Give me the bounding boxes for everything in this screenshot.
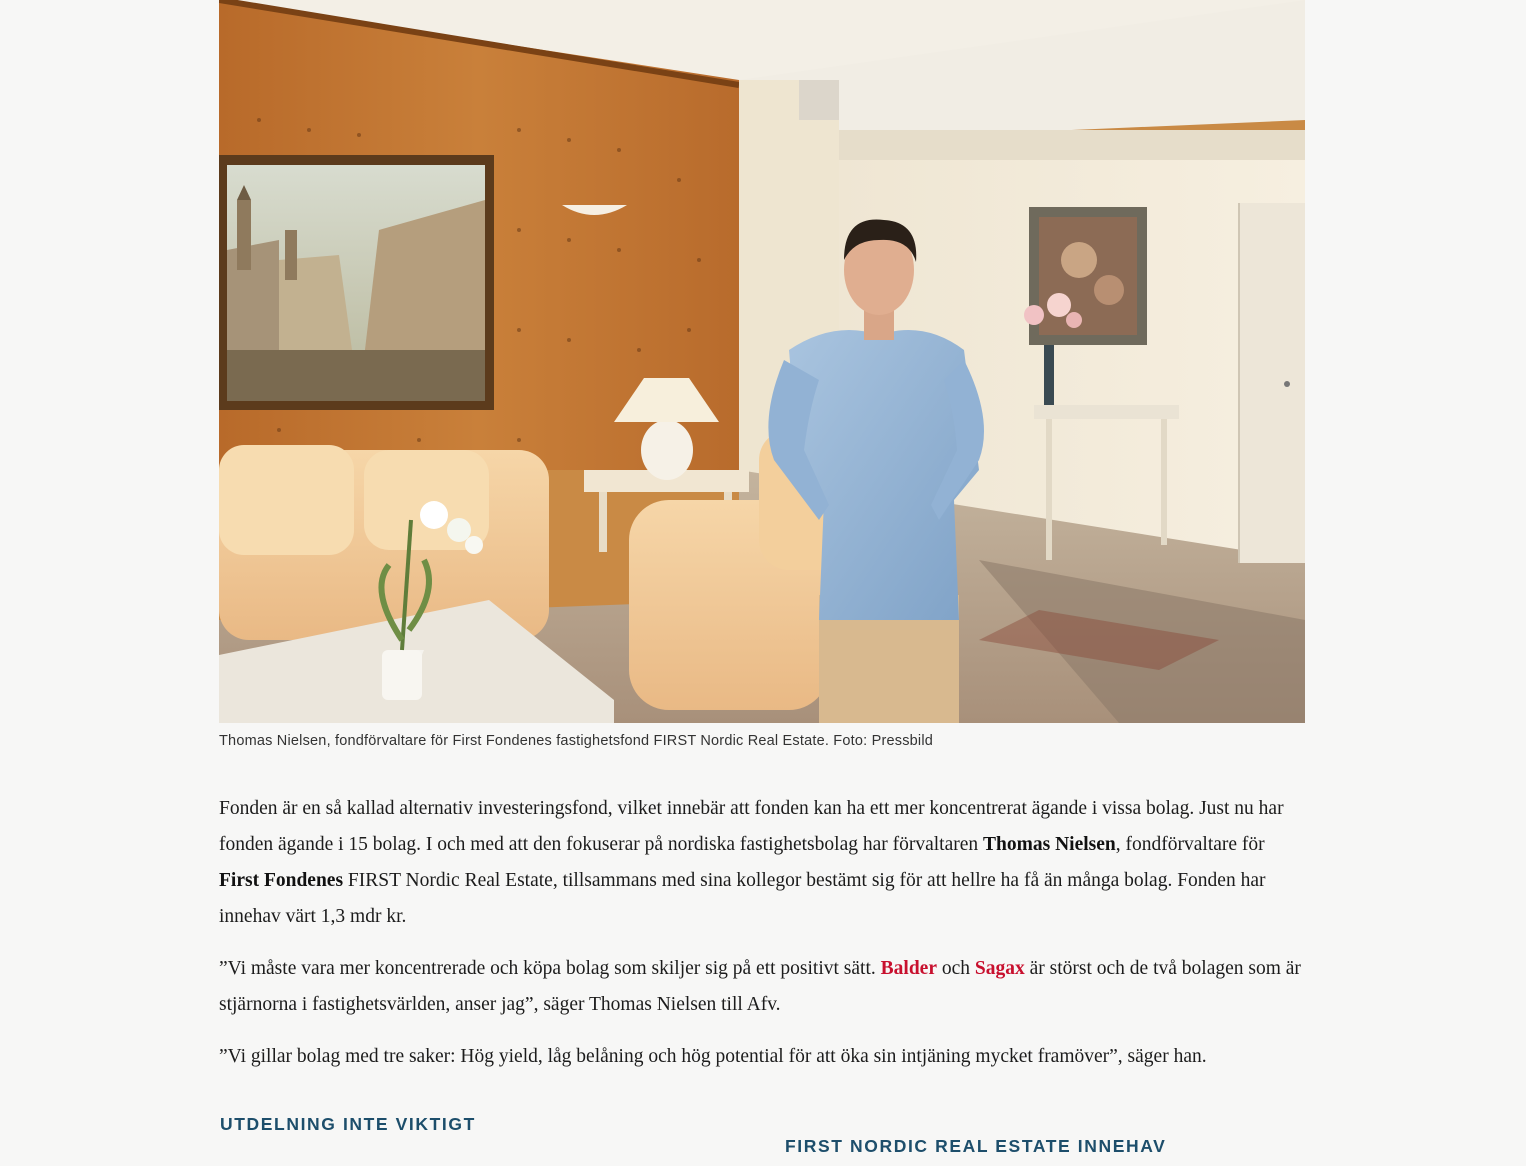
article-body xyxy=(219,791,1305,1075)
sagax-link[interactable]: Sagax xyxy=(974,958,1025,979)
paragraph-3 xyxy=(219,1039,1305,1075)
paragraph-3-text-1: ”Vi gillar bolag med tre saker: Hög yield, låg belåning och hög potential för att öka sin intjäning mycket framöver”, säger han. xyxy=(219,1046,1207,1067)
paragraph-1-text-3: FIRST Nordic Real Estate, tillsammans med sina kollegor bestämt sig för att hellre ha få än många bolag. Fonden har innehav värt 1,3 mdr kr. xyxy=(219,870,1266,927)
paragraph-2-text-2: och xyxy=(936,958,975,979)
section-heading-dividend: UTDELNING INTE VIKTIGT xyxy=(220,1114,476,1134)
photo-caption: Thomas Nielsen, fondförvaltare för First Fondenes fastighetsfond FIRST Nordic Real Estate. Foto: Pressbild xyxy=(219,733,934,749)
paragraph-2 xyxy=(219,951,1305,1023)
paragraph-2-text-1: ”Vi måste vara mer koncentrerade och köpa bolag som skiljer sig på ett positivt sätt. xyxy=(219,958,881,979)
section-heading-holdings: FIRST NORDIC REAL ESTATE INNEHAV xyxy=(785,1136,1167,1156)
balder-link[interactable]: Balder xyxy=(880,958,937,979)
paragraph-1 xyxy=(219,791,1305,935)
paragraph-2-text-3: är störst och de två bolagen som är stjärnorna i fastighetsvärlden, anser jag”, säger Thomas Nielsen till Afv. xyxy=(219,958,1301,1015)
photo-illustration xyxy=(219,0,1305,723)
paragraph-1-text-1: Fonden är en så kallad alternativ investeringsfond, vilket innebär att fonden kan ha ett mer koncentrerat ägande i vissa bolag. Just nu har fonden ägande i 15 bolag. I och med att den fokuserar på nordiska fastighetsbolag har förvaltaren xyxy=(219,798,1284,855)
article xyxy=(219,0,1305,1091)
person-name-bold: Thomas Nielsen xyxy=(983,834,1116,855)
paragraph-1-text-2: , fondförvaltare för xyxy=(1115,834,1265,855)
company-name-bold: First Fondenes xyxy=(219,870,344,891)
article-photo xyxy=(219,0,1305,723)
